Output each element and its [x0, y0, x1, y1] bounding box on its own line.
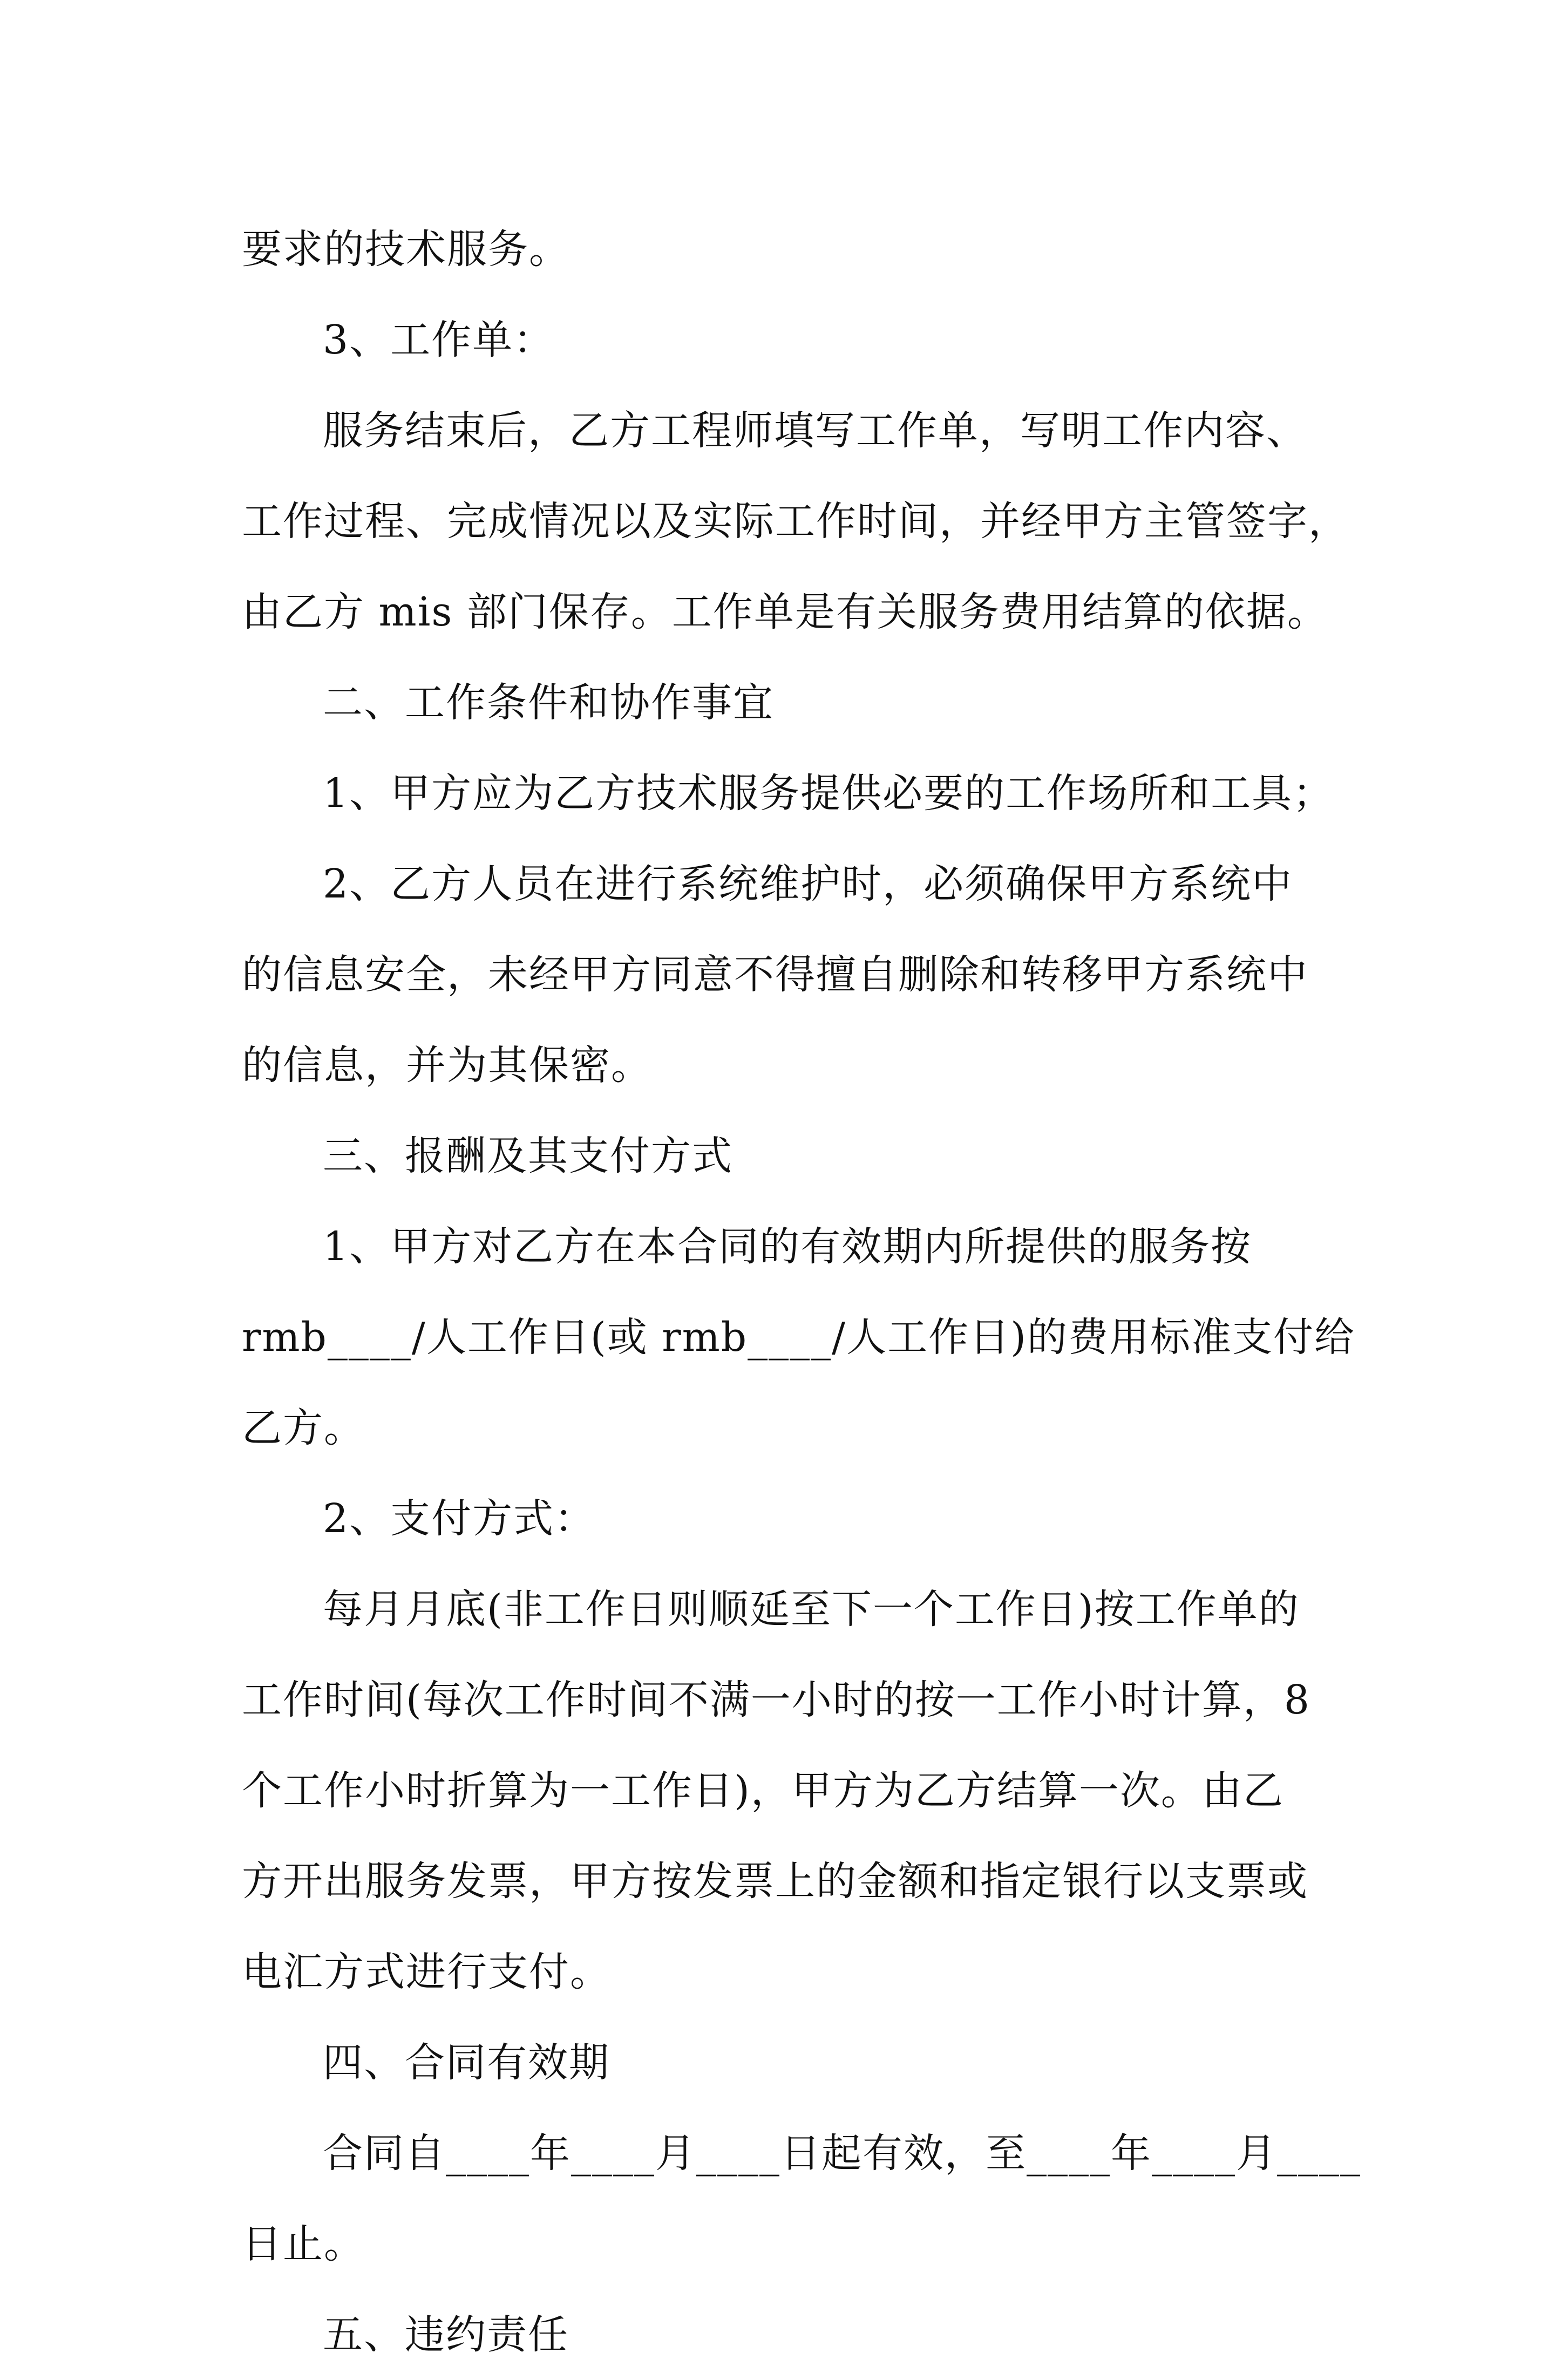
- text-line: 1、甲方应为乙方技术服务提供必要的工作场所和工具；: [323, 770, 1334, 817]
- section-heading: 四、合同有效期: [323, 2039, 610, 2086]
- text-line: 乙方。: [242, 1405, 365, 1451]
- text-line: rmb____/人工作日(或 rmb____/人工作日)的费用标准支付给: [242, 1314, 1355, 1361]
- section-heading: 二、工作条件和协作事宜: [323, 679, 774, 726]
- text-line: 合同自____年____月____日起有效，至____年____月____: [323, 2130, 1361, 2177]
- text-line: 由乙方 mis 部门保存。工作单是有关服务费用结算的依据。: [242, 589, 1328, 635]
- text-line: 的信息，并为其保密。: [242, 1042, 652, 1089]
- text-line: 个工作小时折算为一工作日)，甲方为乙方结算一次。由乙: [242, 1767, 1284, 1814]
- text-line: 每月月底(非工作日则顺延至下一个工作日)按工作单的: [323, 1586, 1300, 1633]
- text-line: 工作时间(每次工作时间不满一小时的按一工作小时计算，8: [242, 1677, 1310, 1723]
- text-line: 要求的技术服务。: [242, 226, 570, 273]
- section-heading: 三、报酬及其支付方式: [323, 1133, 733, 1179]
- text-line: 3、工作单：: [323, 317, 555, 363]
- text-line: 2、支付方式：: [323, 1495, 596, 1542]
- document-body: [242, 204, 1361, 2380]
- text-line: 2、乙方人员在进行系统维护时，必须确保甲方系统中: [323, 861, 1293, 907]
- text-line: 服务结束后，乙方工程师填写工作单，写明工作内容、: [323, 407, 1307, 454]
- section-heading: 五、违约责任: [323, 2311, 569, 2358]
- text-line: 方开出服务发票，甲方按发票上的金额和指定银行以支票或: [242, 1858, 1308, 1905]
- text-line: 工作过程、完成情况以及实际工作时间，并经甲方主管签字，: [242, 498, 1349, 545]
- text-line: 电汇方式进行支付。: [242, 1949, 611, 1995]
- text-line: 的信息安全，未经甲方同意不得擅自删除和转移甲方系统中: [242, 951, 1308, 998]
- text-line: 日止。: [242, 2221, 365, 2267]
- text-line: 1、甲方对乙方在本合同的有效期内所提供的服务按: [323, 1223, 1252, 1270]
